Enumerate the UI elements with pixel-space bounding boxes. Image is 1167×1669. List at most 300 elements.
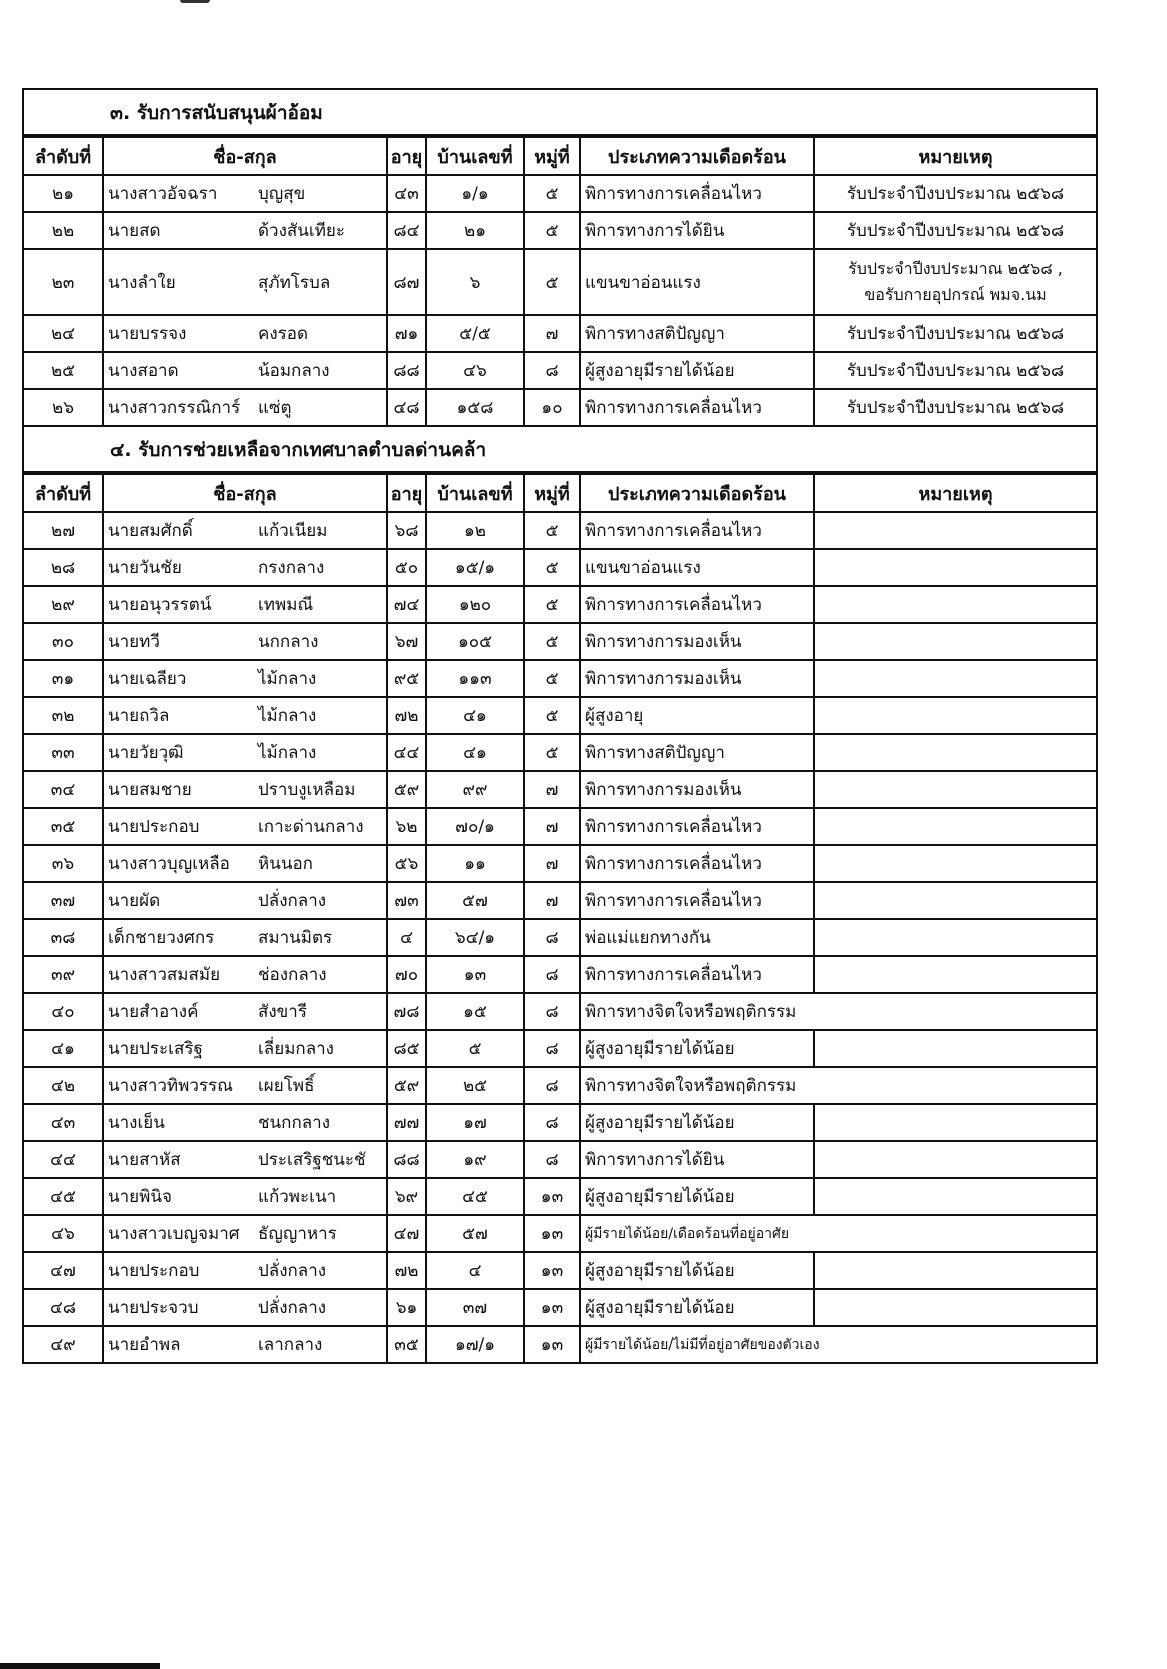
village-number: ๗ (524, 808, 580, 845)
row-number: ๒๔ (24, 315, 103, 352)
village-number: ๗ (524, 882, 580, 919)
remark (814, 734, 1096, 771)
table-row (24, 315, 1096, 352)
village-number: ๑๓ (524, 1289, 580, 1326)
last-name: ชนกกลาง (258, 1113, 331, 1133)
age: ๖๗ (387, 623, 426, 660)
full-name (103, 1252, 387, 1289)
full-name (103, 1030, 387, 1067)
table-row (24, 845, 1096, 882)
house-number: ๑๕/๑ (426, 549, 524, 586)
full-name (103, 808, 387, 845)
age: ๘๕ (387, 1030, 426, 1067)
last-name: สมานมิตร (258, 928, 333, 948)
first-name: เด็กชายวงศกร (108, 928, 215, 948)
header-type: ประเภทความเดือดร้อน (580, 137, 814, 175)
table-row (24, 212, 1096, 249)
table-row (24, 1326, 1096, 1363)
last-name: ด้วงสันเทียะ (258, 221, 345, 241)
hardship-type: ผู้สูงอายุมีรายได้น้อย (580, 1252, 814, 1289)
house-number: ๔๖ (426, 352, 524, 389)
hardship-type: แขนขาอ่อนแรง (580, 249, 814, 315)
last-name: ธัญญาหาร (258, 1224, 337, 1244)
age: ๘๘ (387, 352, 426, 389)
first-name: นางสาวอัจฉรา (108, 184, 218, 204)
age: ๕๐ (387, 549, 426, 586)
house-number: ๑๒๐ (426, 586, 524, 623)
row-number: ๒๕ (24, 352, 103, 389)
table-row (24, 1252, 1096, 1289)
remark-line: รับประจำปีงบประมาณ ๒๕๖๘ , (848, 259, 1063, 278)
village-number: ๘ (524, 1030, 580, 1067)
first-name: นายอำพล (108, 1335, 181, 1355)
full-name (103, 315, 387, 352)
row-number: ๓๔ (24, 771, 103, 808)
full-name (103, 919, 387, 956)
village-number: ๘ (524, 956, 580, 993)
row-number: ๓๐ (24, 623, 103, 660)
table-row (24, 734, 1096, 771)
hardship-type: พิการทางการมองเห็น (580, 623, 814, 660)
row-number: ๒๘ (24, 549, 103, 586)
house-number: ๑/๑ (426, 175, 524, 212)
remark (814, 1141, 1096, 1178)
section-3-title: ๓. รับการสนับสนุนผ้าอ้อม (110, 102, 323, 124)
age: ๔ (387, 919, 426, 956)
village-number: ๕ (524, 512, 580, 549)
first-name: นายสมศักดิ์ (108, 521, 193, 541)
last-name: สุภัทโรบล (258, 272, 331, 293)
section-3-heading (24, 90, 1096, 136)
house-number: ๔๕ (426, 1178, 524, 1215)
last-name: ไม้กลาง (258, 669, 317, 689)
village-number: ๘ (524, 1067, 580, 1104)
first-name: นางสอาด (108, 361, 179, 381)
hardship-type: ผู้สูงอายุมีรายได้น้อย (580, 1030, 814, 1067)
remark (814, 1289, 1096, 1326)
age: ๕๙ (387, 1067, 426, 1104)
hardship-type: ผู้สูงอายุมีรายได้น้อย (580, 1178, 814, 1215)
table-row (24, 882, 1096, 919)
table-row (24, 586, 1096, 623)
first-name: นางสาวบุญเหลือ (108, 854, 230, 874)
full-name (103, 845, 387, 882)
hardship-type: ผู้มีรายได้น้อย/ไม่มีที่อยู่อาศัยของตัวเอง (580, 1326, 1096, 1363)
age: ๖๒ (387, 808, 426, 845)
first-name: นายสด (108, 221, 161, 241)
full-name (103, 389, 387, 426)
row-number: ๓๕ (24, 808, 103, 845)
last-name: หินนอก (258, 854, 313, 874)
remark (814, 586, 1096, 623)
row-number: ๓๒ (24, 697, 103, 734)
hardship-type: พิการทางการเคลื่อนไหว (580, 512, 814, 549)
village-number: ๘ (524, 1104, 580, 1141)
header-name: ชื่อ-สกุล (103, 137, 387, 175)
full-name (103, 882, 387, 919)
village-number: ๕ (524, 734, 580, 771)
hardship-type: พิการทางการเคลื่อนไหว (580, 956, 814, 993)
house-number: ๓๗ (426, 1289, 524, 1326)
house-number: ๒๑ (426, 212, 524, 249)
table-row (24, 1067, 1096, 1104)
hardship-type: พิการทางการมองเห็น (580, 660, 814, 697)
village-number: ๕ (524, 212, 580, 249)
village-number: ๕ (524, 697, 580, 734)
table-row (24, 175, 1096, 212)
header-remark: หมายเหตุ (814, 474, 1096, 512)
village-number: ๕ (524, 660, 580, 697)
last-name: เกาะด่านกลาง (258, 817, 364, 837)
remark (814, 1030, 1096, 1067)
last-name: ประเสริฐชนะชั (258, 1150, 366, 1170)
header-age: อายุ (387, 474, 426, 512)
age: ๔๔ (387, 734, 426, 771)
header-type: ประเภทความเดือดร้อน (580, 474, 814, 512)
age: ๔๗ (387, 1215, 426, 1252)
last-name: นกกลาง (258, 632, 319, 652)
row-number: ๓๗ (24, 882, 103, 919)
house-number: ๑๗/๑ (426, 1326, 524, 1363)
table-row (24, 993, 1096, 1030)
full-name (103, 771, 387, 808)
remark (814, 808, 1096, 845)
row-number: ๒๖ (24, 389, 103, 426)
table-row (24, 919, 1096, 956)
first-name: นายผัด (108, 891, 161, 911)
first-name: นายบรรจง (108, 324, 187, 344)
hardship-type: พิการทางการเคลื่อนไหว (580, 808, 814, 845)
table-row (24, 549, 1096, 586)
hardship-type: พิการทางการเคลื่อนไหว (580, 845, 814, 882)
age: ๗๘ (387, 993, 426, 1030)
village-number: ๑๓ (524, 1326, 580, 1363)
village-number: ๗ (524, 771, 580, 808)
house-number: ๑๒ (426, 512, 524, 549)
header-house: บ้านเลขที่ (426, 137, 524, 175)
first-name: นายพินิจ (108, 1187, 172, 1207)
village-number: ๕ (524, 175, 580, 212)
header-moo: หมู่ที่ (524, 137, 580, 175)
first-name: นายประกอบ (108, 817, 200, 837)
last-name: บุญสุข (258, 184, 306, 204)
scan-mark (180, 0, 210, 3)
age: ๓๕ (387, 1326, 426, 1363)
section-4-heading (24, 427, 1096, 473)
beneficiary-sheet (22, 88, 1098, 1364)
table-row (24, 512, 1096, 549)
row-number: ๔๔ (24, 1141, 103, 1178)
last-name: แซ่ตู (258, 398, 292, 418)
last-name: กรงกลาง (258, 558, 325, 578)
last-name: ไม้กลาง (258, 706, 317, 726)
first-name: นายสำอางค์ (108, 1002, 199, 1022)
first-name: นายวัยวุฒิ (108, 743, 184, 763)
first-name: นางสาวทิพวรรณ (108, 1076, 233, 1096)
house-number: ๗๐/๑ (426, 808, 524, 845)
full-name (103, 1289, 387, 1326)
house-number: ๑๑๓ (426, 660, 524, 697)
hardship-type: พิการทางการมองเห็น (580, 771, 814, 808)
last-name: น้อมกลาง (258, 361, 330, 381)
house-number: ๖๔/๑ (426, 919, 524, 956)
age: ๕๖ (387, 845, 426, 882)
row-number: ๓๑ (24, 660, 103, 697)
age: ๔๘ (387, 389, 426, 426)
remark (814, 623, 1096, 660)
full-name (103, 1178, 387, 1215)
section-3-table (24, 136, 1096, 427)
hardship-type: พิการทางสติปัญญา (580, 734, 814, 771)
village-number: ๘ (524, 993, 580, 1030)
first-name: นางสาวสมสมัย (108, 965, 221, 985)
last-name: เลี่ยมกลาง (258, 1039, 334, 1059)
age: ๕๙ (387, 771, 426, 808)
village-number: ๗ (524, 315, 580, 352)
remark (814, 512, 1096, 549)
remark (814, 771, 1096, 808)
hardship-type: พิการทางการได้ยิน (580, 1141, 814, 1178)
first-name: นายเฉลียว (108, 669, 187, 689)
house-number: ๕๗ (426, 882, 524, 919)
village-number: ๗ (524, 845, 580, 882)
full-name (103, 352, 387, 389)
last-name: ปราบงูเหลือม (258, 780, 356, 800)
header-remark: หมายเหตุ (814, 137, 1096, 175)
house-number: ๕/๕ (426, 315, 524, 352)
first-name: นายประจวบ (108, 1298, 199, 1318)
house-number: ๑๕๘ (426, 389, 524, 426)
age: ๗๔ (387, 586, 426, 623)
table-row (24, 623, 1096, 660)
house-number: ๕ (426, 1030, 524, 1067)
age: ๖๑ (387, 1289, 426, 1326)
age: ๗๗ (387, 1104, 426, 1141)
first-name: นายสมชาย (108, 780, 192, 800)
table-header-row (24, 137, 1096, 175)
row-number: ๔๕ (24, 1178, 103, 1215)
first-name: นายทวี (108, 632, 160, 652)
remark (814, 1178, 1096, 1215)
row-number: ๒๙ (24, 586, 103, 623)
remark (814, 956, 1096, 993)
remark: รับประจำปีงบประมาณ ๒๕๖๘ (814, 389, 1096, 426)
header-no: ลำดับที่ (24, 137, 103, 175)
village-number: ๕ (524, 249, 580, 315)
house-number: ๑๙ (426, 1141, 524, 1178)
full-name (103, 586, 387, 623)
table-row (24, 1215, 1096, 1252)
table-row (24, 389, 1096, 426)
row-number: ๒๗ (24, 512, 103, 549)
village-number: ๑๓ (524, 1252, 580, 1289)
house-number: ๖ (426, 249, 524, 315)
remark: รับประจำปีงบประมาณ ๒๕๖๘ (814, 175, 1096, 212)
remark (814, 1252, 1096, 1289)
remark (814, 845, 1096, 882)
village-number: ๑๐ (524, 389, 580, 426)
row-number: ๔๘ (24, 1289, 103, 1326)
full-name (103, 1215, 387, 1252)
row-number: ๔๓ (24, 1104, 103, 1141)
header-house: บ้านเลขที่ (426, 474, 524, 512)
house-number: ๑๐๕ (426, 623, 524, 660)
hardship-type: พิการทางการเคลื่อนไหว (580, 882, 814, 919)
house-number: ๑๗ (426, 1104, 524, 1141)
age: ๗๒ (387, 697, 426, 734)
row-number: ๔๒ (24, 1067, 103, 1104)
full-name (103, 993, 387, 1030)
full-name (103, 623, 387, 660)
age: ๗๒ (387, 1252, 426, 1289)
last-name: คงรอด (258, 324, 309, 344)
first-name: นายสาหัส (108, 1150, 181, 1170)
row-number: ๔๖ (24, 1215, 103, 1252)
first-name: นางเย็น (108, 1113, 165, 1133)
age: ๖๘ (387, 512, 426, 549)
first-name: นางลำใย (108, 272, 176, 293)
house-number: ๑๕ (426, 993, 524, 1030)
row-number: ๓๙ (24, 956, 103, 993)
age: ๔๓ (387, 175, 426, 212)
age: ๗๓ (387, 882, 426, 919)
table-row (24, 249, 1096, 315)
scan-edge (0, 1663, 160, 1669)
last-name: เทพมณี (258, 595, 314, 615)
hardship-type: พ่อแม่แยกทางกัน (580, 919, 814, 956)
hardship-type: พิการทางสติปัญญา (580, 315, 814, 352)
house-number: ๙๙ (426, 771, 524, 808)
full-name (103, 249, 387, 315)
remark: รับประจำปีงบประมาณ ๒๕๖๘ (814, 212, 1096, 249)
hardship-type: ผู้มีรายได้น้อย/เดือดร้อนที่อยู่อาศัย (580, 1215, 1096, 1252)
full-name (103, 1104, 387, 1141)
house-number: ๔ (426, 1252, 524, 1289)
village-number: ๘ (524, 919, 580, 956)
row-number: ๒๑ (24, 175, 103, 212)
remark (814, 1104, 1096, 1141)
table-row (24, 956, 1096, 993)
row-number: ๓๓ (24, 734, 103, 771)
full-name (103, 697, 387, 734)
village-number: ๕ (524, 623, 580, 660)
header-name: ชื่อ-สกุล (103, 474, 387, 512)
table-row (24, 1104, 1096, 1141)
remark-line: ขอรับกายอุปกรณ์ พมจ.นม (864, 285, 1047, 304)
table-row (24, 771, 1096, 808)
last-name: เลากลาง (258, 1335, 323, 1355)
last-name: ปลั่งกลาง (258, 1298, 327, 1318)
first-name: นายประเสริฐ (108, 1039, 203, 1059)
house-number: ๑๓ (426, 956, 524, 993)
table-row (24, 808, 1096, 845)
age: ๗๑ (387, 315, 426, 352)
first-name: นางสาวเบญจมาศ (108, 1224, 240, 1244)
full-name (103, 1141, 387, 1178)
house-number: ๔๑ (426, 734, 524, 771)
full-name (103, 175, 387, 212)
full-name (103, 1067, 387, 1104)
hardship-type: พิการทางจิตใจหรือพฤติกรรม (580, 1067, 1096, 1104)
first-name: นายถวิล (108, 706, 170, 726)
house-number: ๔๑ (426, 697, 524, 734)
hardship-type: ผู้สูงอายุ (580, 697, 814, 734)
table-row (24, 1030, 1096, 1067)
hardship-type: พิการทางการเคลื่อนไหว (580, 175, 814, 212)
row-number: ๒๒ (24, 212, 103, 249)
hardship-type: พิการทางการเคลื่อนไหว (580, 389, 814, 426)
table-row (24, 352, 1096, 389)
table-row (24, 660, 1096, 697)
hardship-type: ผู้สูงอายุมีรายได้น้อย (580, 1289, 814, 1326)
row-number: ๔๑ (24, 1030, 103, 1067)
full-name (103, 734, 387, 771)
hardship-type: แขนขาอ่อนแรง (580, 549, 814, 586)
village-number: ๘ (524, 352, 580, 389)
table-row (24, 697, 1096, 734)
age: ๖๙ (387, 1178, 426, 1215)
age: ๘๔ (387, 212, 426, 249)
row-number: ๔๐ (24, 993, 103, 1030)
row-number: ๔๙ (24, 1326, 103, 1363)
hardship-type: ผู้สูงอายุมีรายได้น้อย (580, 1104, 814, 1141)
age: ๘๗ (387, 249, 426, 315)
age: ๘๘ (387, 1141, 426, 1178)
remark (814, 919, 1096, 956)
section-4-title: ๔. รับการช่วยเหลือจากเทศบาลตำบลด่านคล้า (110, 439, 487, 461)
last-name: เผยโพธิ์ (258, 1076, 315, 1096)
hardship-type: พิการทางการเคลื่อนไหว (580, 586, 814, 623)
first-name: นายอนุวรรตน์ (108, 595, 212, 615)
house-number: ๒๕ (426, 1067, 524, 1104)
age: ๗๐ (387, 956, 426, 993)
last-name: ไม้กลาง (258, 743, 317, 763)
table-row (24, 1289, 1096, 1326)
table-row (24, 1178, 1096, 1215)
full-name (103, 660, 387, 697)
full-name (103, 212, 387, 249)
hardship-type: พิการทางจิตใจหรือพฤติกรรม (580, 993, 1096, 1030)
full-name (103, 549, 387, 586)
table-row (24, 1141, 1096, 1178)
remark (814, 549, 1096, 586)
first-name: นายวันชัย (108, 558, 182, 578)
village-number: ๑๓ (524, 1215, 580, 1252)
header-moo: หมู่ที่ (524, 474, 580, 512)
remark (814, 882, 1096, 919)
last-name: ช่องกลาง (258, 965, 327, 985)
first-name: นายประกอบ (108, 1261, 200, 1281)
remark (814, 660, 1096, 697)
last-name: สังขารี (258, 1002, 307, 1022)
hardship-type: ผู้สูงอายุมีรายได้น้อย (580, 352, 814, 389)
full-name (103, 1326, 387, 1363)
row-number: ๒๓ (24, 249, 103, 315)
row-number: ๓๖ (24, 845, 103, 882)
row-number: ๓๘ (24, 919, 103, 956)
house-number: ๑๑ (426, 845, 524, 882)
remark (814, 697, 1096, 734)
row-number: ๔๗ (24, 1252, 103, 1289)
last-name: แก้วเนียม (258, 521, 328, 541)
last-name: ปลั่งกลาง (258, 1261, 327, 1281)
header-age: อายุ (387, 137, 426, 175)
full-name (103, 512, 387, 549)
full-name (103, 956, 387, 993)
village-number: ๕ (524, 549, 580, 586)
remark: รับประจำปีงบประมาณ ๒๕๖๘ (814, 352, 1096, 389)
last-name: แก้วพะเนา (258, 1187, 337, 1207)
